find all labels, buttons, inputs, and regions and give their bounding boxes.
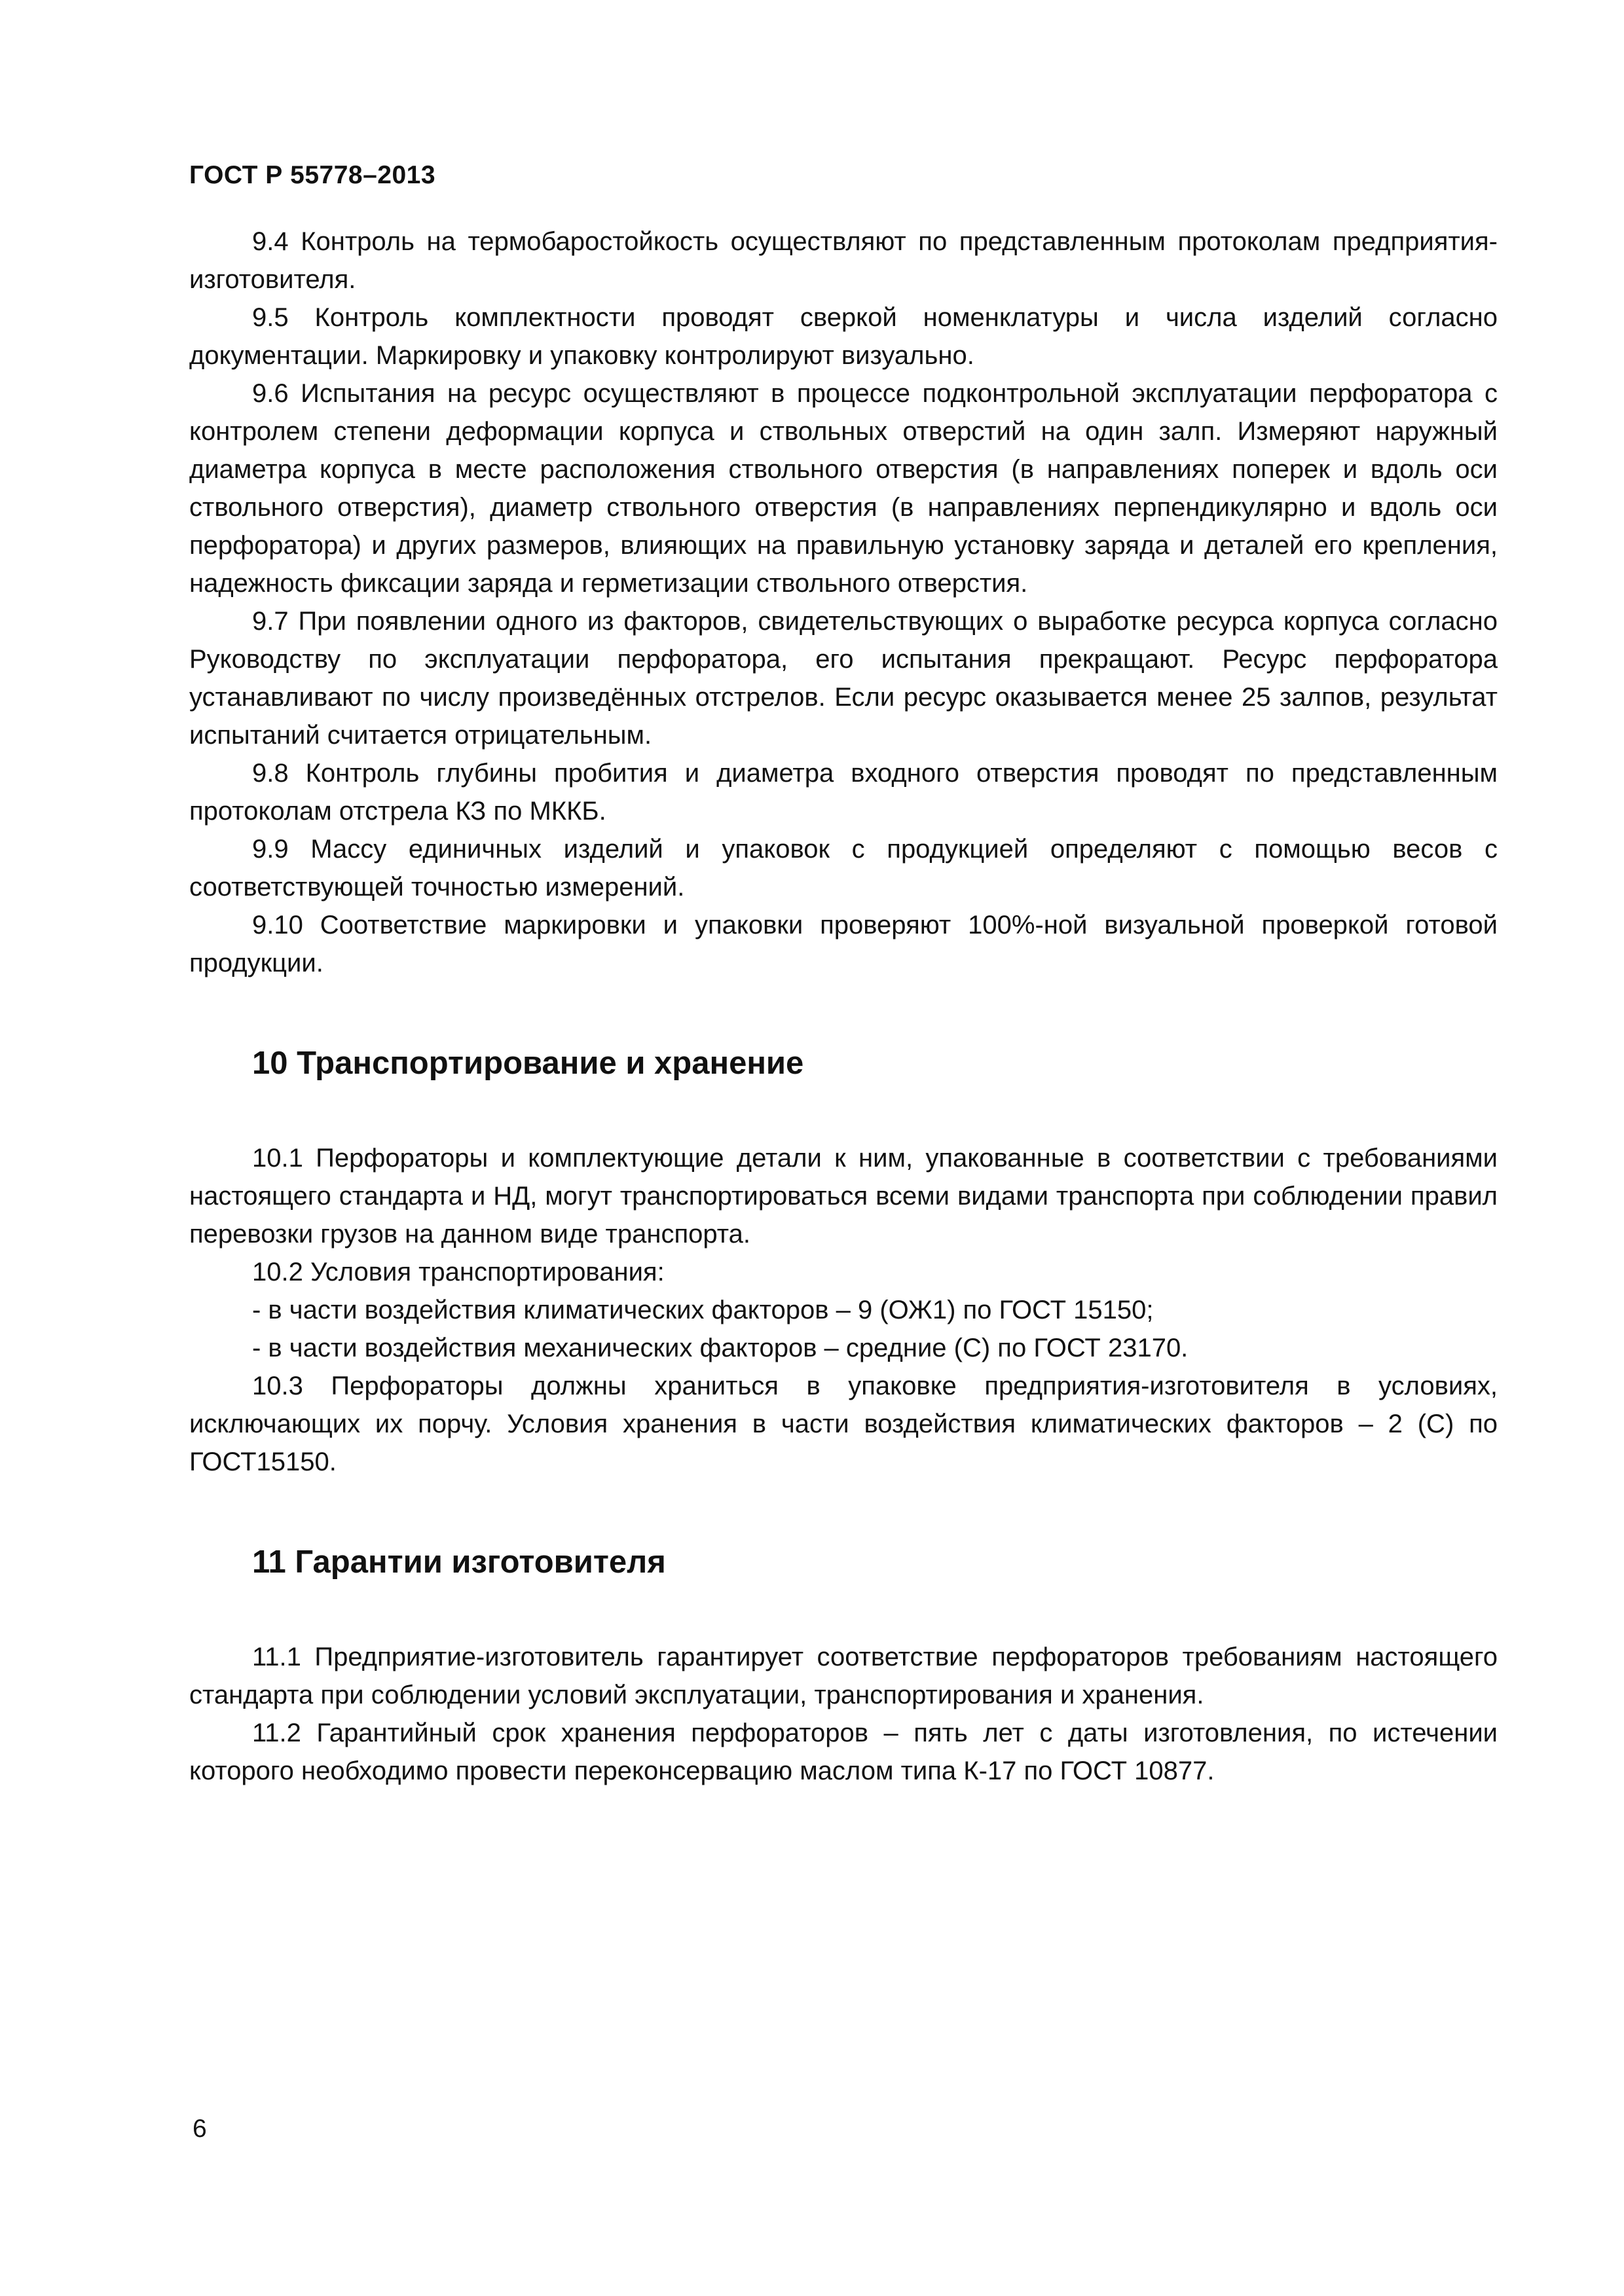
document-body — [189, 223, 1498, 1790]
paragraph-10-1: 10.1 Перфораторы и комплектующие детали к ним, упакованные в соответствии с требованиями настоящего стандарта и НД, могут транспортироваться всеми видами транспорта при соблюдении правил перевозки грузов на данном виде транспорта. — [189, 1144, 1498, 1248]
list-item-climate: - в части воздействия климатических факторов – 9 (ОЖ1) по ГОСТ 15150; — [252, 1296, 1154, 1324]
paragraph-9-7: 9.7 При появлении одного из факторов, свидетельствующих о выработке ресурса корпуса согласно Руководству по эксплуатации перфоратора, его испытания прекращают. Ресурс перфоратора устанавливают по числу произведённых отстрелов. Если ресурс оказывается менее 25 залпов, результат испытаний считается отрицательным. — [189, 607, 1498, 750]
paragraph-9-10: 9.10 Соответствие маркировки и упаковки проверяют 100%-ной визуальной проверкой готовой продукции. — [189, 911, 1498, 977]
page-number: 6 — [193, 2115, 207, 2143]
paragraph-11-1: 11.1 Предприятие-изготовитель гарантирует соответствие перфораторов требованиям настоящего стандарта при соблюдении условий эксплуатации, транспортирования и хранения. — [189, 1643, 1498, 1709]
list-item-mechanical: - в части воздействия механических факторов – средние (С) по ГОСТ 23170. — [252, 1334, 1189, 1362]
section-title-10: 10 Транспортирование и хранение — [252, 1046, 804, 1081]
section-title-11: 11 Гарантии изготовителя — [252, 1544, 666, 1580]
paragraph-9-8: 9.8 Контроль глубины пробития и диаметра входного отверстия проводят по представленным протоколам отстрела КЗ по МККБ. — [189, 759, 1498, 826]
document-code-header: ГОСТ Р 55778–2013 — [189, 161, 436, 189]
paragraph-9-5: 9.5 Контроль комплектности проводят сверкой номенклатуры и числа изделий согласно документации. Маркировку и упаковку контролируют визуально. — [189, 303, 1498, 370]
paragraph-10-2: 10.2 Условия транспортирования: — [252, 1258, 665, 1286]
paragraph-9-6: 9.6 Испытания на ресурс осуществляют в процессе подконтрольной эксплуатации перфоратора с контролем степени деформации корпуса и ствольных отверстий на один залп. Измеряют наружный диаметра корпуса в месте расположения ствольного отверстия (в направлениях поперек и вдоль оси ствольного отверстия), диаметр ствольного отверстия (в направлениях перпендикулярно и вдоль оси перфоратора) и других размеров, влияющих на правильную установку заряда и деталей его крепления, надежность фиксации заряда и герметизации ствольного отверстия. — [189, 379, 1498, 598]
paragraph-9-4: 9.4 Контроль на термобаростойкость осуществляют по представленным протоколам предприятия-изготовителя. — [189, 227, 1498, 294]
paragraph-9-9: 9.9 Массу единичных изделий и упаковок с продукцией определяют с помощью весов с соответствующей точностью измерений. — [189, 835, 1498, 902]
paragraph-10-3: 10.3 Перфораторы должны храниться в упаковке предприятия-изготовителя в условиях, исключающих их порчу. Условия хранения в части воздействия климатических факторов – 2 (С) по ГОСТ15150. — [189, 1372, 1498, 1476]
paragraph-11-2: 11.2 Гарантийный срок хранения перфораторов – пять лет с даты изготовления, по истечении которого необходимо провести переконсервацию маслом типа К-17 по ГОСТ 10877. — [189, 1719, 1498, 1785]
